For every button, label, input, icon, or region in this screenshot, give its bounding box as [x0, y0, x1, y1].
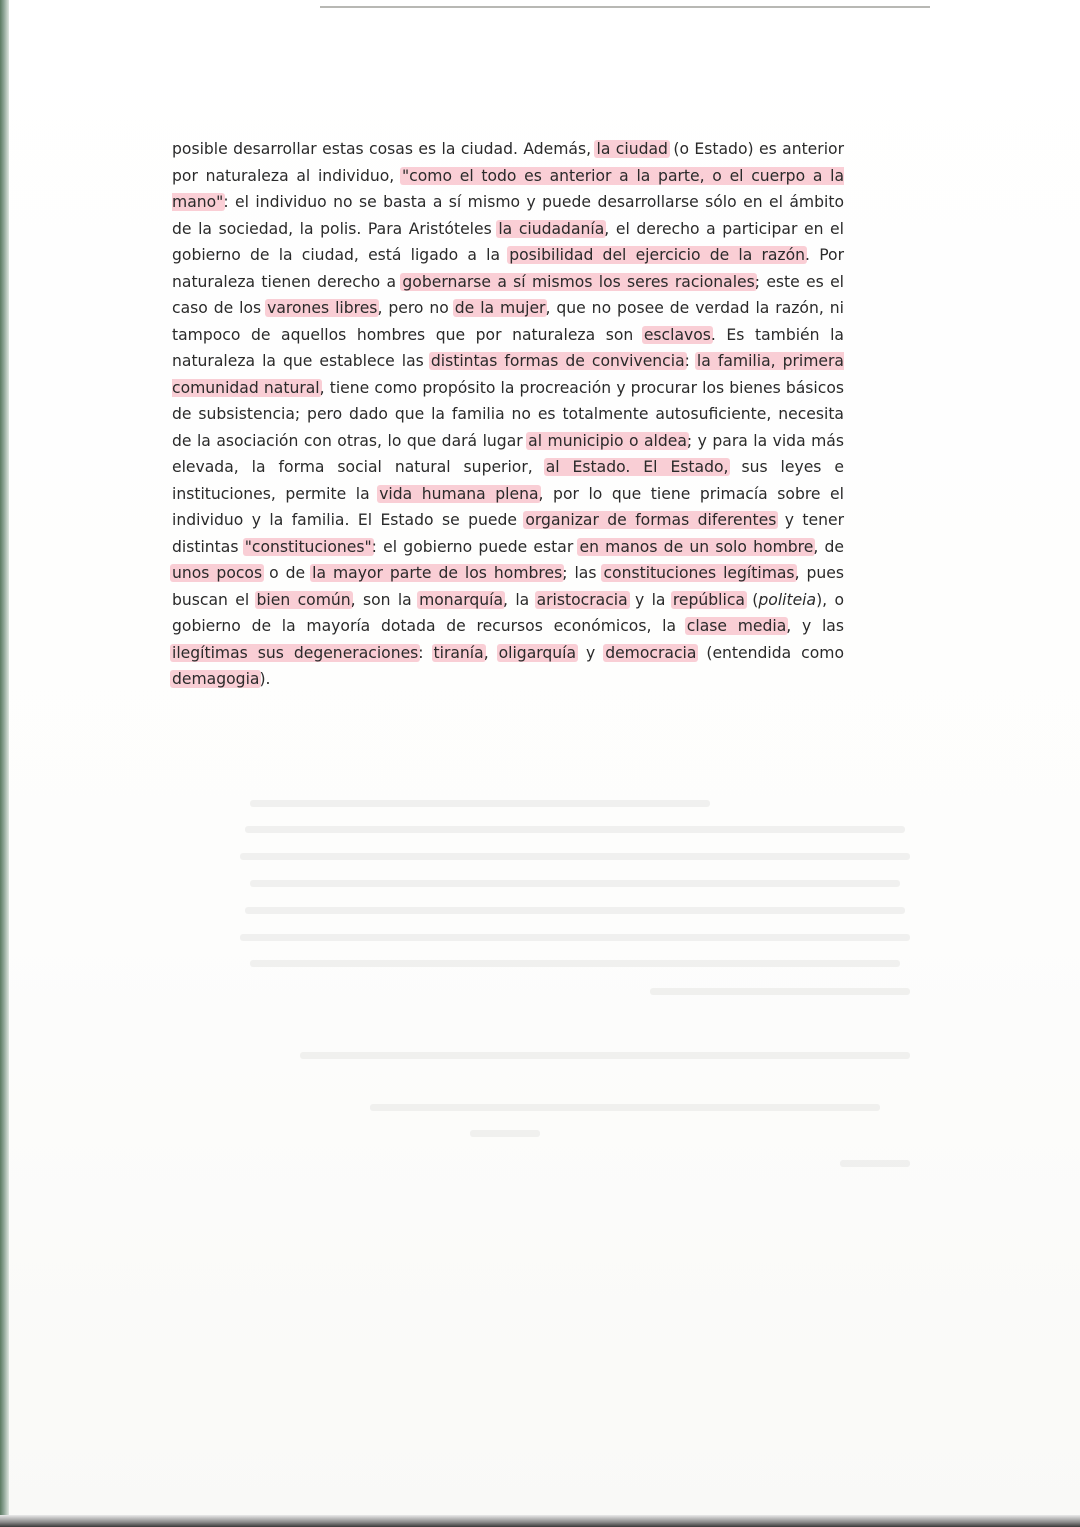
- highlighted-text: varones libres: [267, 299, 378, 317]
- text-segment: , la: [503, 590, 537, 609]
- highlighted-text: vida humana plena: [379, 484, 539, 503]
- text-segment: posible desarrollar estas cosas es la ciudad. Además,: [172, 140, 597, 158]
- highlighted-text: al municipio o aldea: [528, 431, 687, 450]
- text-segment: o de: [262, 564, 313, 582]
- text-segment: : el individuo no se basta a sí mismo y puede desarrollarse sólo en el ámbito de la sociedad, la polis. Para Aristóteles: [172, 193, 844, 238]
- text-segment: y tener distintas: [172, 511, 844, 556]
- highlighted-text: república: [672, 590, 745, 609]
- text-segment: (entendida como: [696, 643, 844, 662]
- text-segment: :: [684, 352, 697, 370]
- text-segment: , que no posee de verdad la razón, ni tampoco de aquellos hombres que por naturaleza son: [172, 299, 844, 344]
- highlighted-text: en manos de un solo hombre: [579, 537, 814, 556]
- text-segment: (: [744, 590, 759, 609]
- highlighted-text: constituciones legítimas: [603, 564, 795, 582]
- text-segment: ), o gobierno de la mayoría dotada de recursos económicos, la: [172, 590, 844, 635]
- text-segment: ).: [259, 670, 271, 688]
- text-segment: ; y para la vida más elevada, la forma social natural superior,: [172, 431, 844, 476]
- highlighted-text: ilegítimas sus degeneraciones: [172, 643, 419, 662]
- body-paragraph: [172, 136, 844, 693]
- text-segment: , pues buscan el: [172, 564, 845, 609]
- highlighted-text: la mayor parte de los hombres: [312, 564, 563, 582]
- highlighted-text: "como el todo es anterior a la parte, o el cuerpo a la mano": [172, 166, 845, 211]
- text-segment: y: [576, 643, 606, 662]
- italic-text: politeia: [758, 590, 817, 609]
- highlighted-text: la familia, primera comunidad natural: [172, 352, 844, 397]
- text-segment: ; las: [562, 564, 604, 582]
- highlighted-text: gobernarse a sí mismos los seres racionales: [402, 272, 755, 291]
- text-segment: sus leyes e instituciones, permite la: [172, 458, 844, 503]
- highlighted-text: distintas formas de convivencia: [430, 352, 685, 370]
- highlighted-text: bien común: [256, 590, 351, 609]
- text-segment: , pero no: [377, 299, 455, 317]
- text-segment: , tiene como propósito la procreación y procurar los bienes básicos de subsistencia; pero dado que la familia no es totalmente autosuficiente, necesita de la asociación con otras, lo que dará lugar: [172, 378, 844, 450]
- highlighted-text: unos pocos: [172, 564, 263, 582]
- highlighted-text: al Estado. El Estado,: [545, 458, 729, 476]
- text-segment: :: [418, 643, 434, 662]
- text-segment: ; este es el caso de los: [172, 272, 844, 317]
- highlighted-text: la ciudadanía: [498, 219, 605, 238]
- text-segment: , el derecho a participar en el gobierno de la ciudad, está ligado a la: [172, 219, 844, 264]
- highlighted-text: demagogia: [172, 670, 260, 688]
- highlighted-text: monarquía: [419, 590, 504, 609]
- text-segment: . Por naturaleza tienen derecho a: [172, 246, 844, 291]
- text-segment: . Es también la naturaleza la que establece las: [172, 325, 844, 370]
- highlighted-text: oligarquía: [498, 643, 577, 662]
- highlighted-text: esclavos: [643, 325, 711, 344]
- page-bottom-edge: [0, 1515, 1080, 1527]
- text-segment: (o Estado) es anterior por naturaleza al individuo,: [172, 140, 844, 185]
- highlighted-text: la ciudad: [596, 140, 668, 158]
- page-left-edge: [0, 0, 9, 1527]
- text-segment: , son la: [350, 590, 420, 609]
- highlighted-text: aristocracia: [536, 590, 628, 609]
- highlighted-text: clase media: [686, 617, 787, 635]
- text-segment: , por lo que tiene primacía sobre el individuo y la familia. El Estado se puede: [172, 484, 844, 529]
- highlighted-text: tiranía: [433, 643, 484, 662]
- text-segment: : el gobierno puede estar: [371, 537, 580, 556]
- page-top-edge: [320, 6, 930, 8]
- highlighted-text: posibilidad del ejercicio de la razón: [509, 246, 806, 264]
- highlighted-text: de la mujer: [454, 299, 546, 317]
- highlighted-text: democracia: [605, 643, 697, 662]
- highlighted-text: organizar de formas diferentes: [525, 511, 777, 529]
- highlighted-text: "constituciones": [244, 537, 372, 556]
- text-segment: , de: [813, 537, 844, 556]
- text-segment: y la: [627, 590, 673, 609]
- text-segment: ,: [483, 643, 499, 662]
- text-segment: , y las: [786, 617, 844, 635]
